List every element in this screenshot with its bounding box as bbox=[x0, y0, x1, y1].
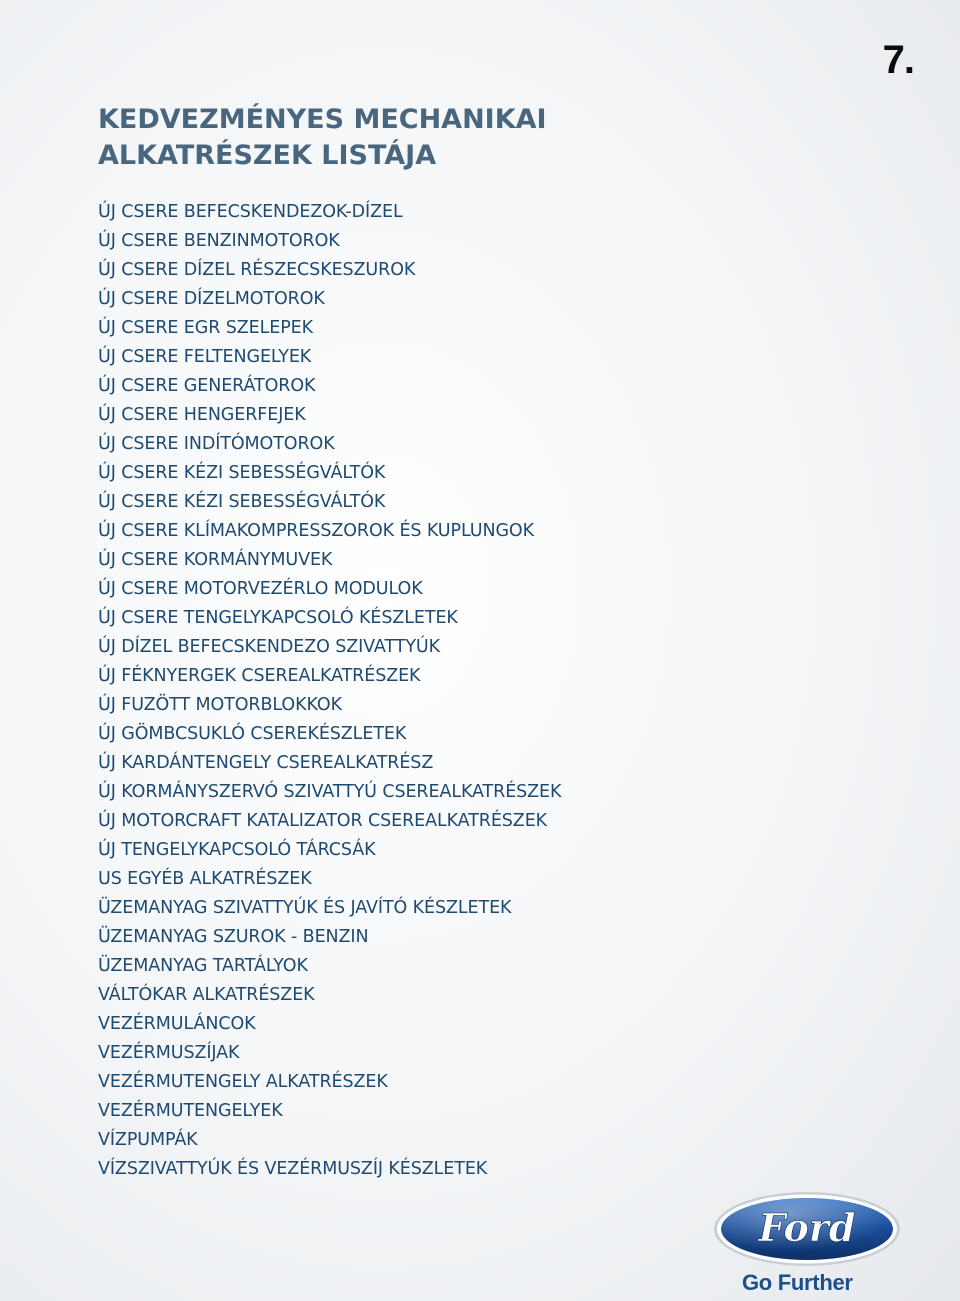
list-item: VÍZSZIVATTYÚK ÉS VEZÉRMUSZÍJ KÉSZLETEK bbox=[98, 1159, 488, 1179]
list-item: VEZÉRMUSZÍJAK bbox=[98, 1043, 240, 1063]
list-item: VEZÉRMULÁNCOK bbox=[98, 1014, 256, 1034]
list-item: ÜZEMANYAG SZIVATTYÚK ÉS JAVÍTÓ KÉSZLETEK bbox=[98, 898, 512, 918]
list-item: ÜZEMANYAG SZUROK - BENZIN bbox=[98, 927, 369, 947]
list-item: ÚJ FUZÖTT MOTORBLOKKOK bbox=[98, 695, 342, 715]
page-title bbox=[98, 102, 547, 174]
list-item: ÚJ MOTORCRAFT KATALIZATOR CSEREALKATRÉSZEK bbox=[98, 811, 548, 831]
list-item: VÁLTÓKAR ALKATRÉSZEK bbox=[98, 985, 315, 1005]
list-item: ÚJ CSERE MOTORVEZÉRLO MODULOK bbox=[98, 579, 423, 599]
list-item: ÚJ CSERE KÉZI SEBESSÉGVÁLTÓK bbox=[98, 463, 386, 483]
list-item: VÍZPUMPÁK bbox=[98, 1130, 198, 1150]
list-item: VEZÉRMUTENGELY ALKATRÉSZEK bbox=[98, 1072, 388, 1092]
list-item: ÜZEMANYAG TARTÁLYOK bbox=[98, 956, 308, 976]
parts-list bbox=[98, 198, 561, 1184]
list-item: ÚJ CSERE BENZINMOTOROK bbox=[98, 231, 340, 251]
list-item: ÚJ KARDÁNTENGELY CSEREALKATRÉSZ bbox=[98, 753, 434, 773]
page-title-line-1: KEDVEZMÉNYES MECHANIKAI bbox=[98, 104, 547, 135]
list-item: ÚJ CSERE EGR SZELEPEK bbox=[98, 318, 313, 338]
list-item: ÚJ CSERE HENGERFEJEK bbox=[98, 405, 306, 425]
list-item: ÚJ TENGELYKAPCSOLÓ TÁRCSÁK bbox=[98, 840, 376, 860]
page-title-line-2: ALKATRÉSZEK LISTÁJA bbox=[98, 140, 437, 171]
list-item: ÚJ CSERE KORMÁNYMUVEK bbox=[98, 550, 333, 570]
list-item: ÚJ CSERE DÍZELMOTOROK bbox=[98, 289, 325, 309]
list-item: ÚJ GÖMBCSUKLÓ CSEREKÉSZLETEK bbox=[98, 724, 407, 744]
list-item: ÚJ CSERE DÍZEL RÉSZECSKESZUROK bbox=[98, 260, 416, 280]
list-item: ÚJ CSERE FELTENGELYEK bbox=[98, 347, 312, 367]
list-item: VEZÉRMUTENGELYEK bbox=[98, 1101, 283, 1121]
list-item: ÚJ KORMÁNYSZERVÓ SZIVATTYÚ CSEREALKATRÉSZEK bbox=[98, 782, 562, 802]
list-item: US EGYÉB ALKATRÉSZEK bbox=[98, 869, 312, 889]
list-item: ÚJ CSERE KLÍMAKOMPRESSZOROK ÉS KUPLUNGOK bbox=[98, 521, 534, 541]
list-item: ÚJ FÉKNYERGEK CSEREALKATRÉSZEK bbox=[98, 666, 421, 686]
list-item: ÚJ CSERE GENERÁTOROK bbox=[98, 376, 316, 396]
page-number: 7. bbox=[882, 38, 914, 82]
list-item: ÚJ CSERE KÉZI SEBESSÉGVÁLTÓK bbox=[98, 492, 386, 512]
ford-wordmark: Ford bbox=[758, 1205, 856, 1250]
ford-oval-logo-icon bbox=[712, 1190, 902, 1268]
list-item: ÚJ DÍZEL BEFECSKENDEZO SZIVATTYÚK bbox=[98, 637, 440, 657]
list-item: ÚJ CSERE INDÍTÓMOTOROK bbox=[98, 434, 335, 454]
go-further-tagline: Go Further bbox=[742, 1270, 853, 1295]
list-item: ÚJ CSERE TENGELYKAPCSOLÓ KÉSZLETEK bbox=[98, 608, 458, 628]
list-item: ÚJ CSERE BEFECSKENDEZOK-DÍZEL bbox=[98, 202, 403, 222]
ford-logo bbox=[712, 1190, 902, 1268]
